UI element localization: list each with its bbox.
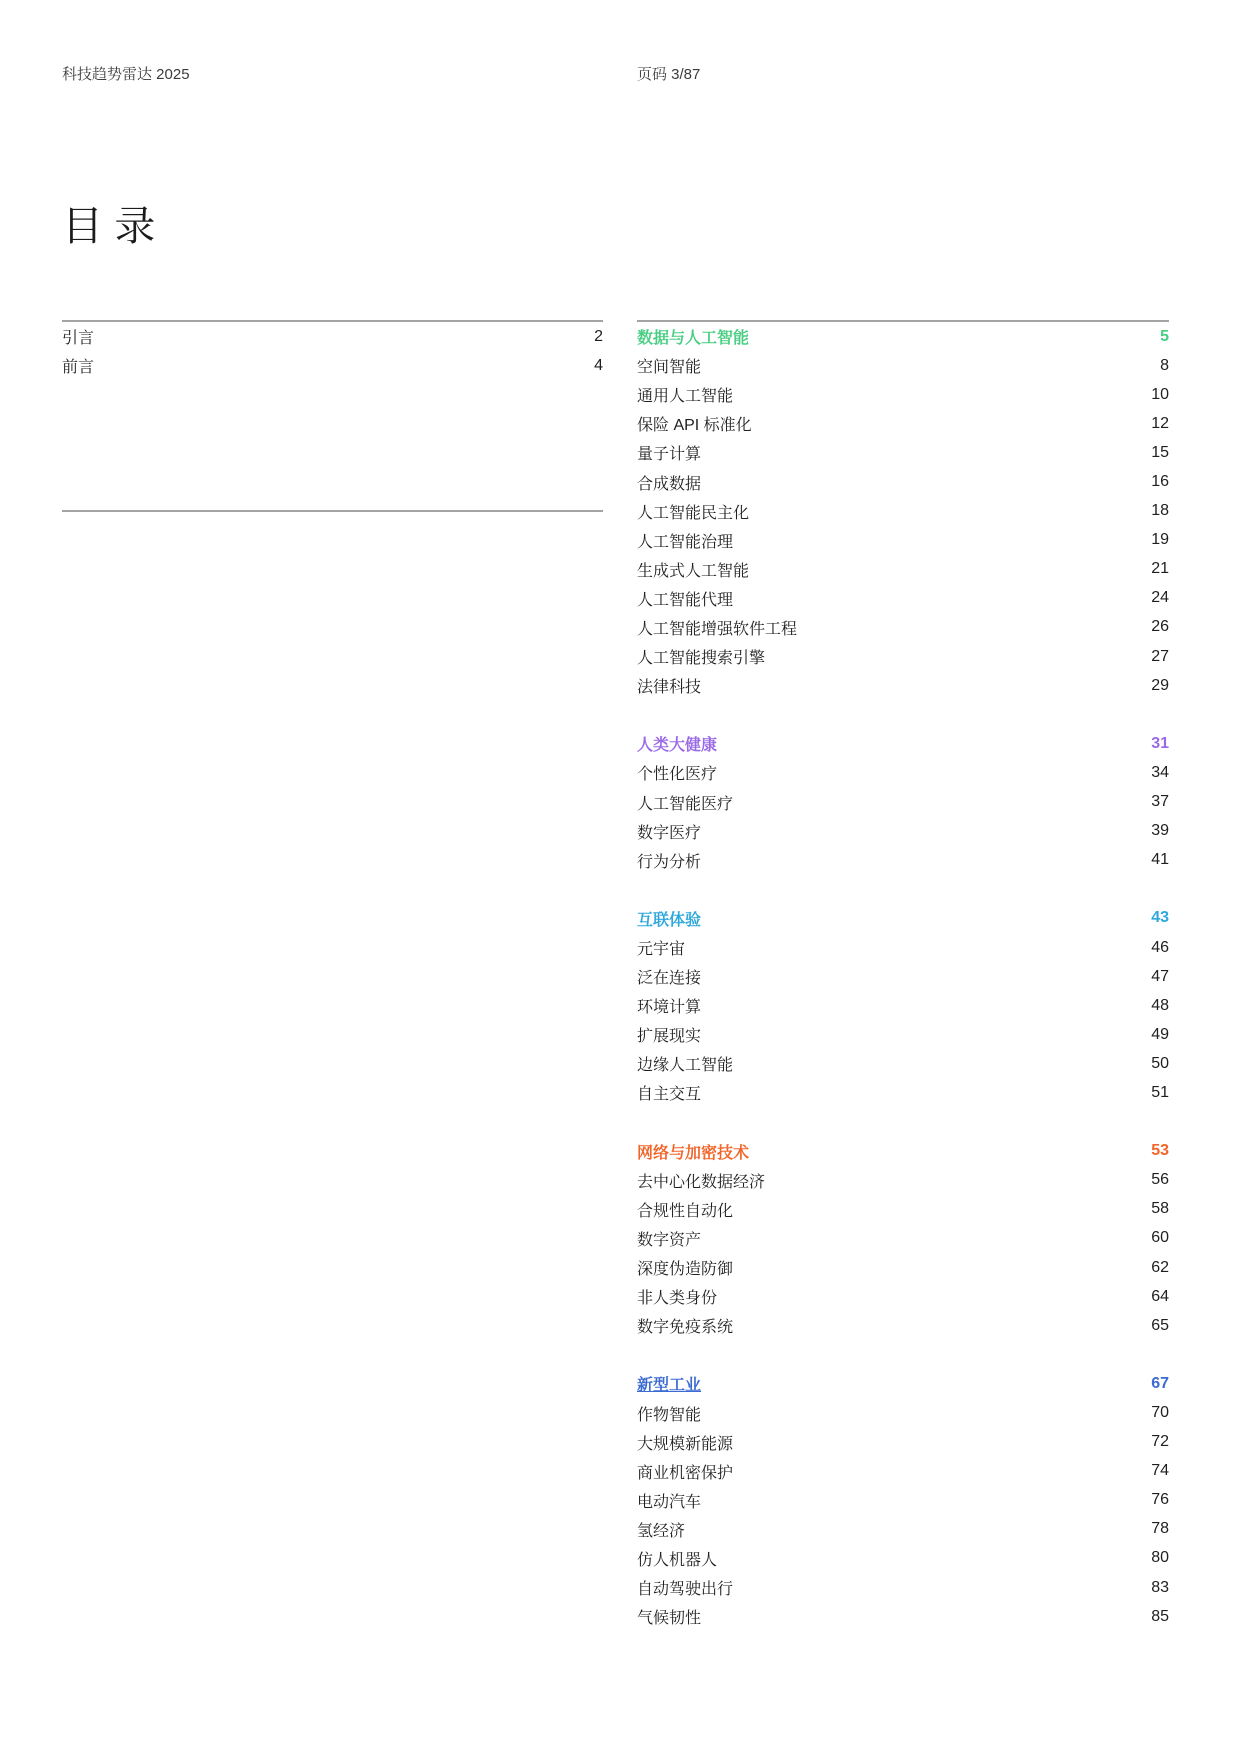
toc-item-label: 去中心化数据经济 <box>637 1173 766 1191</box>
toc-section-page: 67 <box>1151 1374 1169 1392</box>
toc-item[interactable] <box>637 438 1169 467</box>
toc-item-page: 26 <box>1151 618 1169 636</box>
toc-item-page: 80 <box>1151 1549 1169 1567</box>
toc-item[interactable] <box>637 1573 1169 1602</box>
toc-item-foreword[interactable] <box>62 351 603 380</box>
toc-item-label: 通用人工智能 <box>637 388 734 406</box>
toc-section-header[interactable] <box>637 904 1169 933</box>
toc-right-column <box>637 320 1169 1631</box>
toc-item-page: 60 <box>1151 1229 1169 1247</box>
toc-item[interactable] <box>637 1457 1169 1486</box>
toc-item-label: 氢经济 <box>637 1522 686 1540</box>
toc-item[interactable] <box>637 555 1169 584</box>
toc-item-page: 8 <box>1160 356 1169 374</box>
toc-item[interactable] <box>637 1544 1169 1573</box>
toc-section-data-ai <box>637 322 1169 700</box>
toc-item-page: 34 <box>1151 763 1169 781</box>
toc-section-title: 数据与人工智能 <box>637 330 750 348</box>
toc-item-label: 人工智能医疗 <box>637 795 734 813</box>
toc-item-page: 70 <box>1151 1404 1169 1422</box>
toc-item-page: 16 <box>1151 473 1169 491</box>
toc-item[interactable] <box>637 1020 1169 1049</box>
toc-section-page: 5 <box>1160 327 1169 345</box>
toc-item-label: 大规模新能源 <box>637 1435 734 1453</box>
toc-item-page: 58 <box>1151 1200 1169 1218</box>
toc-item-label: 边缘人工智能 <box>637 1057 734 1075</box>
toc-item-page: 24 <box>1151 589 1169 607</box>
toc-item-label: 个性化医疗 <box>637 766 718 784</box>
toc-item[interactable] <box>637 642 1169 671</box>
toc-section-title: 新型工业 <box>637 1377 702 1395</box>
toc-item-label: 人工智能民主化 <box>637 504 750 522</box>
toc-item-label: 前言 <box>62 359 95 377</box>
toc-item-label: 气候韧性 <box>637 1610 702 1628</box>
toc-item[interactable] <box>637 933 1169 962</box>
toc-page-title: 目 录 <box>62 203 156 249</box>
toc-item-page: 2 <box>594 327 603 345</box>
toc-item-page: 21 <box>1151 560 1169 578</box>
toc-item[interactable] <box>637 1282 1169 1311</box>
toc-item-label: 深度伪造防御 <box>637 1261 734 1279</box>
toc-item[interactable] <box>637 1602 1169 1631</box>
toc-item-label: 人工智能增强软件工程 <box>637 620 798 638</box>
toc-item-label: 元宇宙 <box>637 941 686 959</box>
toc-item[interactable] <box>637 846 1169 875</box>
toc-section-human-health <box>637 729 1169 874</box>
toc-item-label: 自主交互 <box>637 1086 702 1104</box>
toc-item-label: 非人类身份 <box>637 1290 718 1308</box>
toc-item[interactable] <box>637 758 1169 787</box>
toc-item-label: 数字医疗 <box>637 824 702 842</box>
toc-item-label: 行为分析 <box>637 853 702 871</box>
toc-item-label: 仿人机器人 <box>637 1551 718 1569</box>
toc-item-label: 电动汽车 <box>637 1493 702 1511</box>
page-number-indicator: 页码 3/87 <box>637 66 701 83</box>
toc-item-label: 人工智能治理 <box>637 533 734 551</box>
toc-item-page: 56 <box>1151 1171 1169 1189</box>
toc-item-page: 50 <box>1151 1054 1169 1072</box>
toc-item-page: 18 <box>1151 502 1169 520</box>
toc-item-page: 46 <box>1151 938 1169 956</box>
toc-item-label: 空间智能 <box>637 359 702 377</box>
toc-item-page: 49 <box>1151 1025 1169 1043</box>
toc-item[interactable] <box>637 467 1169 496</box>
toc-item-page: 76 <box>1151 1491 1169 1509</box>
toc-item[interactable] <box>637 991 1169 1020</box>
toc-item-page: 65 <box>1151 1316 1169 1334</box>
toc-left-column <box>62 320 603 380</box>
toc-item-label: 数字资产 <box>637 1231 702 1249</box>
toc-item-page: 15 <box>1151 443 1169 461</box>
toc-section-connected-experience <box>637 904 1169 1108</box>
toc-item-label: 生成式人工智能 <box>637 562 750 580</box>
toc-item[interactable] <box>637 1486 1169 1515</box>
toc-section-new-industry <box>637 1369 1169 1631</box>
toc-item-page: 10 <box>1151 385 1169 403</box>
toc-item-label: 商业机密保护 <box>637 1464 734 1482</box>
toc-section-header[interactable] <box>637 1137 1169 1166</box>
toc-item[interactable] <box>637 788 1169 817</box>
toc-item[interactable] <box>637 1398 1169 1427</box>
toc-item-label: 数字免疫系统 <box>637 1319 734 1337</box>
toc-item-page: 48 <box>1151 996 1169 1014</box>
toc-item-page: 47 <box>1151 967 1169 985</box>
toc-section-title: 人类大健康 <box>637 737 718 755</box>
toc-item-label: 法律科技 <box>637 679 702 697</box>
toc-item-page: 37 <box>1151 793 1169 811</box>
toc-item[interactable] <box>637 1224 1169 1253</box>
toc-item[interactable] <box>637 1166 1169 1195</box>
toc-item[interactable] <box>637 671 1169 700</box>
toc-item-page: 64 <box>1151 1287 1169 1305</box>
toc-item-label: 人工智能代理 <box>637 591 734 609</box>
toc-item[interactable] <box>637 584 1169 613</box>
toc-item-label: 作物智能 <box>637 1406 702 1424</box>
toc-item-page: 85 <box>1151 1607 1169 1625</box>
left-column-bottom-divider <box>62 510 603 512</box>
toc-item-page: 78 <box>1151 1520 1169 1538</box>
toc-item-label: 量子计算 <box>637 446 702 464</box>
toc-item[interactable] <box>637 1428 1169 1457</box>
toc-item-page: 51 <box>1151 1083 1169 1101</box>
toc-item-intro[interactable] <box>62 322 603 351</box>
toc-item-page: 4 <box>594 356 603 374</box>
document-title-header: 科技趋势雷达 2025 <box>62 66 190 83</box>
toc-section-page: 31 <box>1151 734 1169 752</box>
toc-item[interactable] <box>637 1311 1169 1340</box>
toc-item[interactable] <box>637 351 1169 380</box>
toc-item[interactable] <box>637 962 1169 991</box>
toc-item-label: 保险 API 标准化 <box>637 417 752 435</box>
toc-item[interactable] <box>637 1078 1169 1107</box>
toc-item-label: 人工智能搜索引擎 <box>637 650 766 668</box>
toc-item-page: 27 <box>1151 647 1169 665</box>
toc-section-header[interactable] <box>637 322 1169 351</box>
toc-section-cyber-crypto <box>637 1137 1169 1341</box>
toc-item[interactable] <box>637 1195 1169 1224</box>
toc-section-title: 网络与加密技术 <box>637 1144 750 1162</box>
toc-item-label: 引言 <box>62 330 95 348</box>
toc-item-label: 合规性自动化 <box>637 1202 734 1220</box>
toc-item[interactable] <box>637 409 1169 438</box>
toc-section-header[interactable] <box>637 729 1169 758</box>
toc-item[interactable] <box>637 817 1169 846</box>
toc-item[interactable] <box>637 497 1169 526</box>
toc-item[interactable] <box>637 1049 1169 1078</box>
toc-item-label: 扩展现实 <box>637 1028 702 1046</box>
toc-item-page: 74 <box>1151 1462 1169 1480</box>
toc-item-page: 19 <box>1151 531 1169 549</box>
toc-item[interactable] <box>637 613 1169 642</box>
toc-item-page: 39 <box>1151 822 1169 840</box>
toc-section-page: 53 <box>1151 1142 1169 1160</box>
toc-item-label: 泛在连接 <box>637 970 702 988</box>
toc-item[interactable] <box>637 526 1169 555</box>
toc-item-page: 41 <box>1151 851 1169 869</box>
toc-item[interactable] <box>637 1515 1169 1544</box>
toc-item-page: 12 <box>1151 414 1169 432</box>
toc-section-page: 43 <box>1151 909 1169 927</box>
toc-item[interactable] <box>637 1253 1169 1282</box>
toc-item-page: 62 <box>1151 1258 1169 1276</box>
toc-item[interactable] <box>637 380 1169 409</box>
toc-item-page: 29 <box>1151 676 1169 694</box>
toc-item-page: 83 <box>1151 1578 1169 1596</box>
toc-item-label: 环境计算 <box>637 999 702 1017</box>
toc-section-title: 互联体验 <box>637 911 702 929</box>
toc-item-label: 自动驾驶出行 <box>637 1581 734 1599</box>
toc-item-label: 合成数据 <box>637 475 702 493</box>
toc-section-header[interactable] <box>637 1369 1169 1398</box>
toc-item-page: 72 <box>1151 1433 1169 1451</box>
